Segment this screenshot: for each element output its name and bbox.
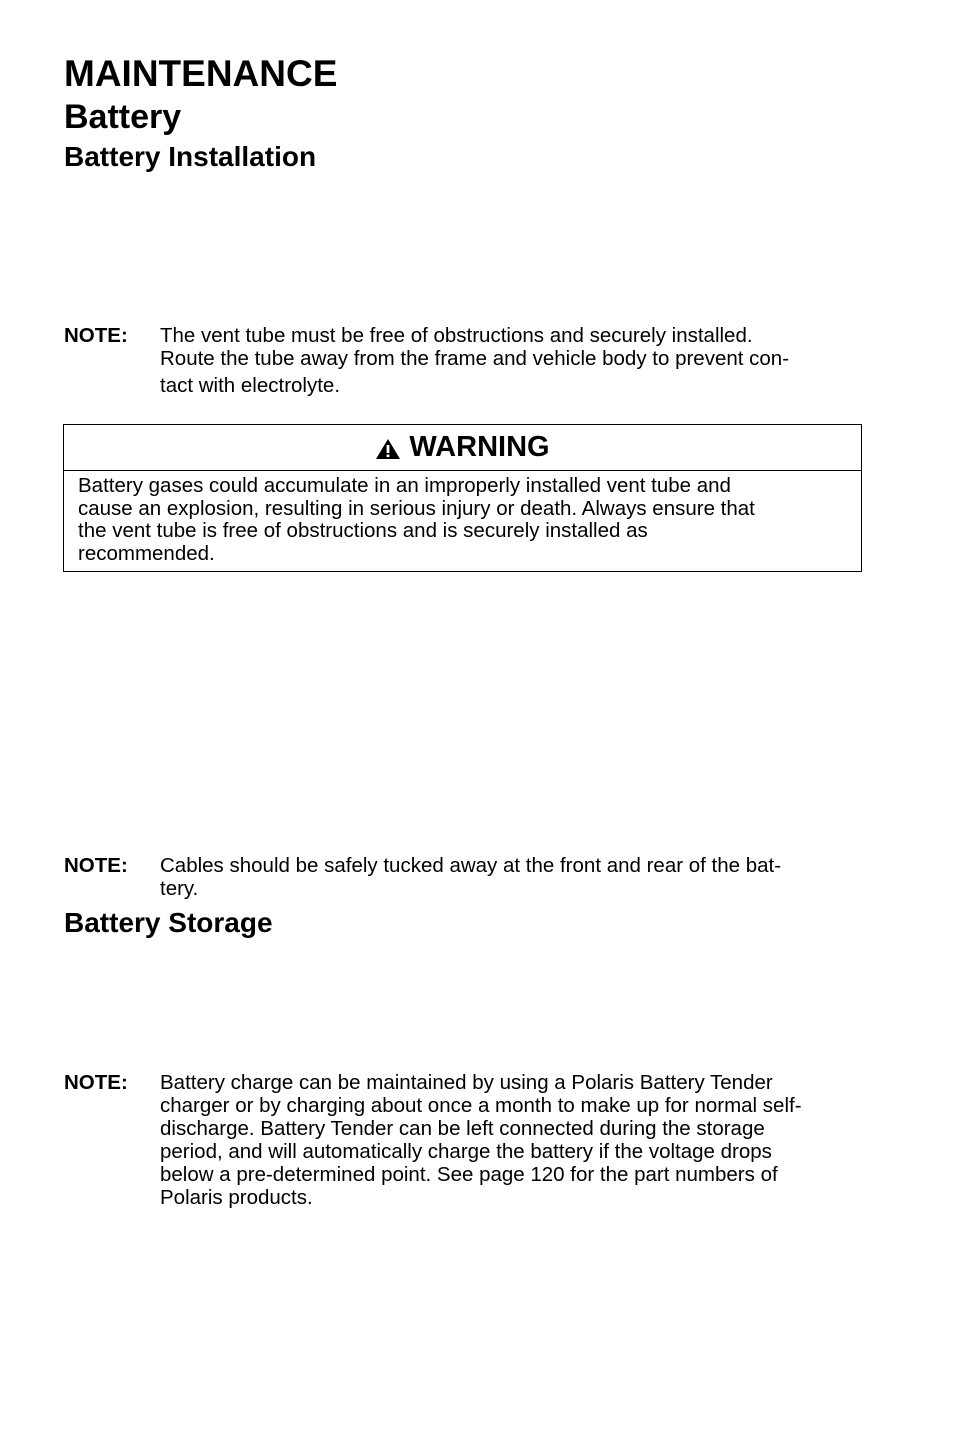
warning-title: WARNING (409, 431, 550, 463)
note-label: NOTE: (64, 854, 128, 877)
note-line: discharge. Battery Tender can be left connected during the storage (160, 1117, 765, 1140)
warning-body (64, 471, 861, 565)
installation-heading: Battery Installation (64, 141, 317, 172)
note-battery-tender (64, 1071, 864, 1209)
warning-line: the vent tube is free of obstructions and is securely installed as (78, 519, 648, 542)
warning-triangle-icon (375, 438, 401, 460)
note-line: Polaris products. (160, 1186, 313, 1209)
note-line: The vent tube must be free of obstructions and securely installed. (160, 324, 753, 347)
note-label: NOTE: (64, 324, 128, 347)
warning-line: Battery gases could accumulate in an improperly installed vent tube and (78, 474, 731, 497)
section-title: MAINTENANCE (64, 53, 338, 94)
note-vent-tube (64, 324, 864, 397)
note-line: tact with electrolyte. (160, 374, 341, 397)
warning-line: recommended. (78, 541, 215, 565)
note-line: Cables should be safely tucked away at the front and rear of the bat- (160, 854, 782, 877)
note-label: NOTE: (64, 1071, 128, 1094)
note-line: Route the tube away from the frame and vehicle body to prevent con- (160, 347, 790, 370)
warning-box (63, 424, 862, 572)
note-line: charger or by charging about once a month to make up for normal self- (160, 1094, 802, 1117)
note-cables (64, 854, 864, 900)
note-line: period, and will automatically charge the battery if the voltage drops (160, 1140, 772, 1163)
note-line: below a pre-determined point. See page 120 for the part numbers of (160, 1163, 778, 1186)
warning-header (64, 425, 861, 471)
storage-heading: Battery Storage (64, 907, 273, 938)
note-line: tery. (160, 877, 199, 900)
topic-title: Battery (64, 98, 182, 136)
note-line: Battery charge can be maintained by using a Polaris Battery Tender (160, 1071, 773, 1094)
warning-line: cause an explosion, resulting in serious injury or death. Always ensure that (78, 496, 755, 520)
